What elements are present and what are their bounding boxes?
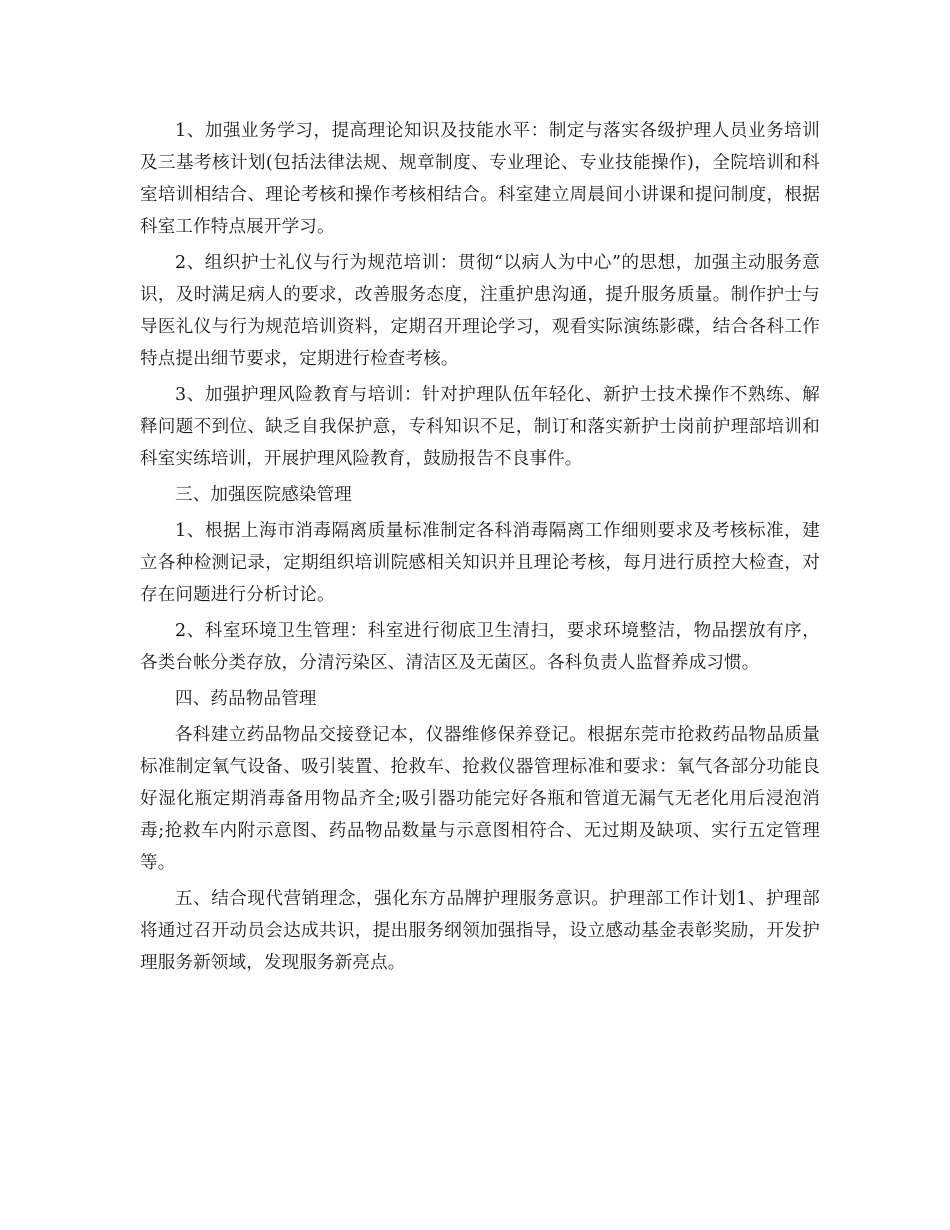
paragraph-7: 五、结合现代营销理念，强化东方品牌护理服务意识。护理部工作计划1、护理部将通过召开动员会达成共识，提出服务纲领加强指导，设立感动基金表彰奖励，开发护理服务新领域，发现服务新亮点。 <box>140 889 820 973</box>
section-heading-4: 四、药品物品管理 <box>175 689 317 709</box>
paragraph-2: 2、组织护士礼仪与行为规范培训：贯彻“以病人为中心”的思想，加强主动服务意识，及时满足病人的要求，改善服务态度，注重护患沟通，提升服务质量。制作护士与导医礼仪与行为规范培训资料，定期召开理论学习，观看实际演练影碟，结合各科工作特点提出细节要求，定期进行检查考核。 <box>140 253 820 369</box>
paragraph-6: 各科建立药品物品交接登记本，仪器维修保养登记。根据东莞市抢救药品物品质量标准制定氧气设备、吸引装置、抢救车、抢救仪器管理标准和要求：氧气各部分功能良好湿化瓶定期消毒备用物品齐全;吸引器功能完好各瓶和管道无漏气无老化用后浸泡消毒;抢救车内附示意图、药品物品数量与示意图相符合、无过期及缺项、实行五定管理等。 <box>140 725 820 873</box>
paragraph-5: 2、科室环境卫生管理：科室进行彻底卫生清扫，要求环境整洁，物品摆放有序，各类台帐分类存放，分清污染区、清洁区及无菌区。各科负责人监督养成习惯。 <box>140 621 820 673</box>
section-heading-3: 三、加强医院感染管理 <box>175 485 352 505</box>
document-body <box>140 115 820 983</box>
paragraph-4: 1、根据上海市消毒隔离质量标准制定各科消毒隔离工作细则要求及考核标准，建立各种检测记录，定期组织培训院感相关知识并且理论考核，每月进行质控大检查，对存在问题进行分析讨论。 <box>140 521 820 605</box>
paragraph-1: 1、加强业务学习，提高理论知识及技能水平：制定与落实各级护理人员业务培训及三基考核计划(包括法律法规、规章制度、专业理论、专业技能操作)，全院培训和科室培训相结合、理论考核和操作考核相结合。科室建立周晨间小讲课和提问制度，根据科室工作特点展开学习。 <box>140 121 820 237</box>
paragraph-3: 3、加强护理风险教育与培训：针对护理队伍年轻化、新护士技术操作不熟练、解释问题不到位、缺乏自我保护意，专科知识不足，制订和落实新护士岗前护理部培训和科室实练培训，开展护理风险教育，鼓励报告不良事件。 <box>140 385 820 469</box>
